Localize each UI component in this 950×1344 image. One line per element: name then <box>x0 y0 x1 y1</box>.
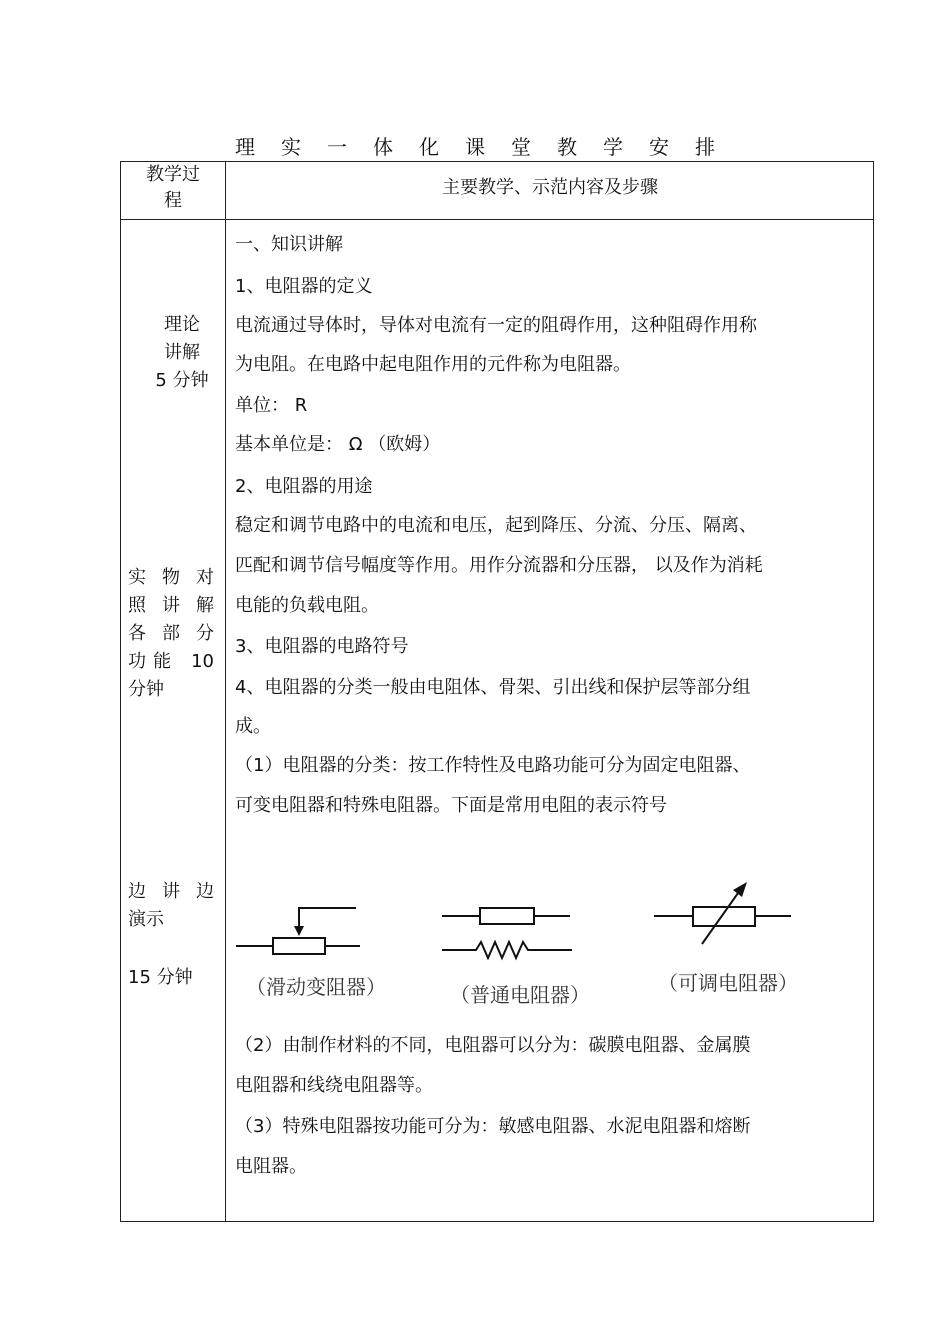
column-divider <box>225 161 226 1222</box>
paragraph-line: 电能的负载电阻。 <box>235 595 379 616</box>
header-process-line: 程 <box>164 190 182 211</box>
side-physical <box>128 564 214 704</box>
sliding-rheostat-caption: （滑动变阻器） <box>246 975 386 999</box>
page-title: 理实一体化课堂教学安排 <box>235 135 741 159</box>
side-demo-time: 15 分钟 <box>128 967 193 988</box>
side-demo-line: 演示 <box>128 909 164 930</box>
side-demo-line: 边讲边 <box>128 881 214 902</box>
paragraph-line: 为电阻。在电路中起电阻作用的元件称为电阻器。 <box>235 354 631 375</box>
paragraph-line: （3）特殊电阻器按功能可分为：敏感电阻器、水泥电阻器和熔断 <box>235 1116 751 1137</box>
side-demo <box>128 878 214 934</box>
subsection-heading: 4、电阻器的分类一般由电阻体、骨架、引出线和保护层等部分组 <box>235 677 751 698</box>
normal-resistor-caption: （普通电阻器） <box>450 983 590 1007</box>
header-content: 主要教学、示范内容及步骤 <box>442 177 658 198</box>
resistor-symbols-figure <box>228 870 838 1010</box>
section-heading: 一、知识讲解 <box>235 234 343 255</box>
paragraph-line: 电阻器。 <box>235 1156 307 1177</box>
normal-resistor-symbol <box>442 908 572 958</box>
paragraph-line: 稳定和调节电路中的电流和电压，起到降压、分流、分压、隔离、 <box>235 515 757 536</box>
paragraph-line: （2）由制作材料的不同，电阻器可以分为：碳膜电阻器、金属膜 <box>235 1035 751 1056</box>
paragraph-line: 电阻器和线绕电阻器等。 <box>235 1075 433 1096</box>
side-physical-line: 照讲解 <box>128 595 214 616</box>
adjustable-resistor-symbol <box>654 882 791 944</box>
subsection-heading: 1、电阻器的定义 <box>235 276 373 297</box>
sliding-rheostat-symbol <box>236 908 360 954</box>
adjustable-resistor-caption: （可调电阻器） <box>658 971 798 995</box>
header-divider <box>120 219 874 220</box>
side-theory <box>152 311 212 395</box>
subsection-heading: 3、电阻器的电路符号 <box>235 636 409 657</box>
subsection-heading: 2、电阻器的用途 <box>235 476 373 497</box>
side-theory-line: 理论 <box>164 314 200 335</box>
paragraph-line: 成。 <box>235 716 271 737</box>
side-theory-line: 5 分钟 <box>155 370 209 391</box>
paragraph-line: 单位： R <box>235 395 308 416</box>
side-theory-line: 讲解 <box>164 342 200 363</box>
paragraph-line: 匹配和调节信号幅度等作用。用作分流器和分压器， 以及作为消耗 <box>235 555 763 576</box>
paragraph-line: 基本单位是： Ω （欧姆） <box>235 434 441 455</box>
paragraph-line: （1）电阻器的分类：按工作特性及电路功能可分为固定电阻器、 <box>235 755 751 776</box>
header-process-line: 教学过 <box>146 164 200 185</box>
paragraph-line: 电流通过导体时，导体对电流有一定的阻碍作用，这种阻碍作用称 <box>235 315 757 336</box>
side-physical-line: 功能 10 <box>128 651 214 672</box>
side-physical-line: 各部分 <box>128 623 214 644</box>
paragraph-line: 可变电阻器和特殊电阻器。下面是常用电阻的表示符号 <box>235 795 667 816</box>
header-process <box>122 162 224 214</box>
side-physical-line: 实物对 <box>128 567 214 588</box>
side-physical-line: 分钟 <box>128 679 164 700</box>
